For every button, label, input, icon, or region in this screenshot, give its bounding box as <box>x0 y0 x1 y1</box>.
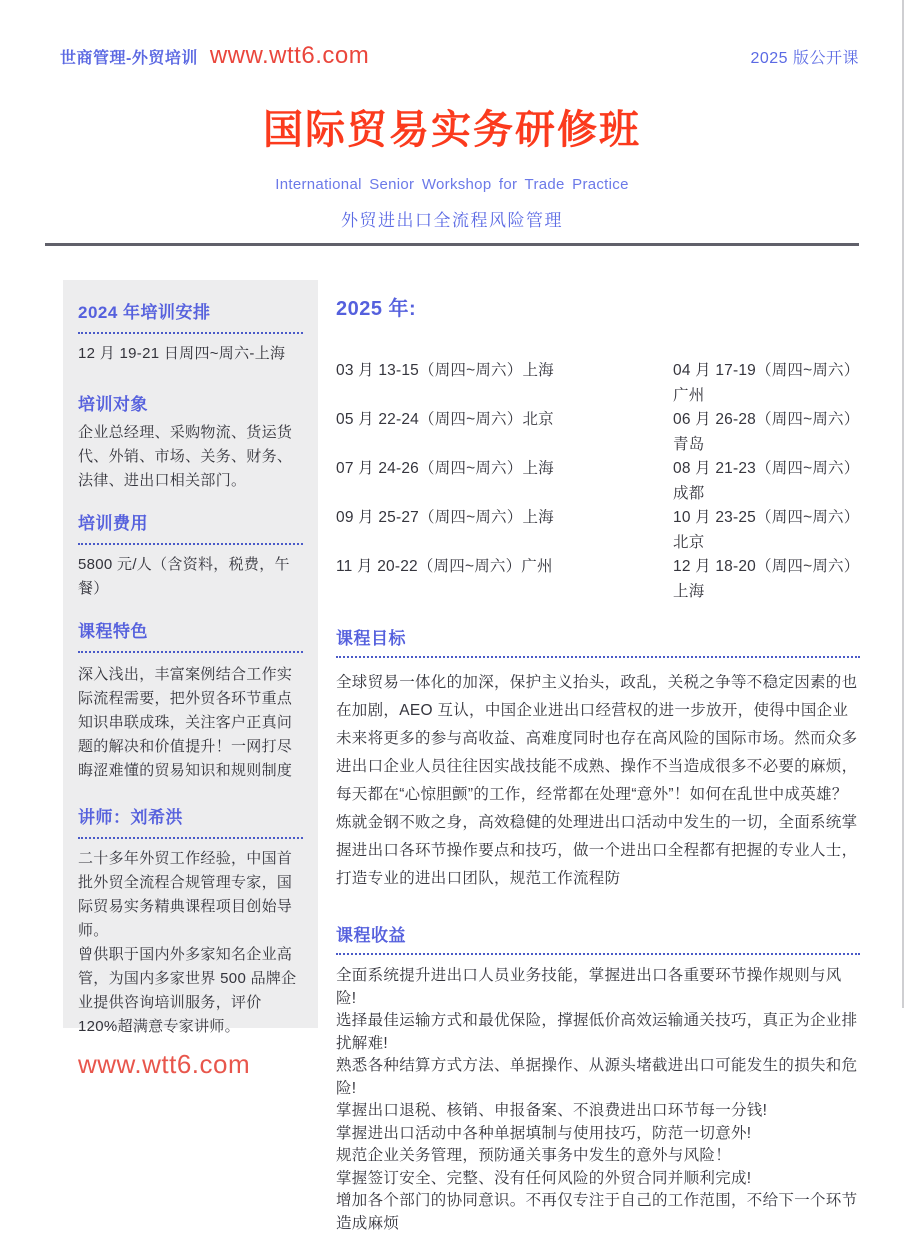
benefit-item: 熟悉各种结算方式方法、单据操作、从源头堵截进出口可能发生的损失和危险! <box>336 1057 858 1097</box>
schedule-session: 08 月 21-23（周四~周六）成都 <box>673 460 860 502</box>
subtitle-en: International Senior Workshop for Trade Practice <box>275 176 629 193</box>
brand-label: 世商管理-外贸培训 <box>60 50 198 67</box>
schedule-session: 05 月 22-24（周四~周六）北京 <box>336 411 554 428</box>
benefit-item: 掌握进出口活动中各种单据填制与使用技巧，防范一切意外! <box>336 1124 752 1142</box>
sidebar-footer-url-link[interactable]: www.wtt6.com <box>78 1049 251 1079</box>
benefits-section <box>336 921 860 1235</box>
benefit-item: 规范企业关务管理，预防通关事务中发生的意外与风险！ <box>336 1147 732 1164</box>
sidebar-2024-title: 2024 年培训安排 <box>78 303 211 322</box>
benefit-item: 选择最佳运输方式和最优保险，撑握低价高效运输通关技巧，真正为企业排扰解难! <box>336 1012 858 1052</box>
schedule-row <box>336 506 860 555</box>
fee-title: 培训费用 <box>78 514 148 533</box>
schedule-session: 03 月 13-15（周四~周六）上海 <box>336 362 554 379</box>
benefit-item: 增加各个部门的协同意识。不再仅专注于自己的工作范围，不给下一个环节造成麻烦 <box>336 1192 858 1232</box>
subtitle-cn: 外贸进出口全流程风险管理 <box>341 211 563 230</box>
audience-text: 企业总经理、采购物流、货运货代、外销、市场、关务、财务、法律、进出口相关部门。 <box>78 424 293 489</box>
schedule-row <box>336 359 860 408</box>
features-divider <box>78 651 303 653</box>
content <box>63 280 860 1232</box>
benefits-title: 课程收益 <box>336 926 406 945</box>
schedule-row <box>336 457 860 506</box>
header-rule <box>45 243 859 246</box>
benefit-item: 掌握出口退税、核销、申报备案、不浪费进出口环节每一分钱! <box>336 1102 768 1119</box>
objectives-section <box>336 624 860 893</box>
sidebar-2024-divider <box>78 332 303 334</box>
features-title: 课程特色 <box>78 622 148 641</box>
schedule-row <box>336 555 860 604</box>
audience-title: 培训对象 <box>78 395 148 414</box>
page-title: 国际贸易实务研修班 <box>263 108 641 152</box>
lecturer-divider <box>78 837 303 839</box>
benefit-list <box>336 965 860 1235</box>
schedule-session: 10 月 23-25（周四~周六）北京 <box>673 509 860 551</box>
objectives-title: 课程目标 <box>336 629 406 648</box>
lecturer-bio-2: 曾供职于国内外多家知名企业高管，为国内多家世界 500 品牌企业提供咨询培训服务，评价 120%超满意专家讲师。 <box>78 946 297 1035</box>
objectives-divider <box>336 656 860 658</box>
fee-text: 5800 元/人（含资料，税费，午餐） <box>78 556 290 597</box>
schedule-session: 11 月 20-22（周四~周六）广州 <box>336 558 553 575</box>
sidebar <box>63 280 318 1079</box>
header <box>0 0 904 246</box>
schedule-session: 07 月 24-26（周四~周六）上海 <box>336 460 554 477</box>
schedule-session: 12 月 18-20（周四~周六）上海 <box>673 558 860 600</box>
schedule-row <box>336 408 860 457</box>
benefit-item: 全面系统提升进出口人员业务技能，掌握进出口各重要环节操作规则与风险! <box>336 967 842 1007</box>
benefits-divider <box>336 953 860 955</box>
features-text: 深入浅出，丰富案例结合工作实际流程需要，把外贸各环节重点知识串联成珠，关注客户正真问题的解决和价值提升！一网打尽晦涩难懂的贸易知识和规则制度 <box>78 666 293 779</box>
brand-url-link[interactable]: www.wtt6.com <box>209 42 370 69</box>
lecturer-title: 讲师：刘希洪 <box>78 808 183 827</box>
benefit-item: 掌握签订安全、完整、没有任何风险的外贸合同并顺利完成! <box>336 1169 752 1187</box>
schedule-session: 09 月 25-27（周四~周六）上海 <box>336 509 554 526</box>
schedule-2025 <box>336 359 860 604</box>
schedule-session: 04 月 17-19（周四~周六）广州 <box>673 362 860 404</box>
objectives-text: 全球贸易一体化的加深，保护主义抬头，政乱，关税之争等不稳定因素的也在加剧，AEO 互认，中国企业进出口经营权的进一步放开，使得中国企业未来将更多的参与高收益、高难度同时也存在高风险的国际市场。然而众多进出口企业人员往往因实战技能不成熟、操作不当造成很多不必要的麻烦，每天都在“心惊胆颤”的工作，经常都在处理“意外”！如何在乱世中成英雄？炼就金钢不败之身，高效稳健的处理进出口活动中发生的一切，全面系统掌握进出口各环节操作要点和技巧，做一个进出口全程都有把握的专业人士，打造专业的进出口团队，规范工作流程防 <box>336 674 858 887</box>
year-title: 2025 年: <box>336 298 417 320</box>
main-column <box>336 280 860 1235</box>
edition-label: 2025 版公开课 <box>750 50 859 67</box>
lecturer-bio-1: 二十多年外贸工作经验，中国首批外贸全流程合规管理专家，国际贸易实务精典课程项目创始导师。 <box>78 850 293 939</box>
brand-row <box>45 42 859 70</box>
sidebar-2024-item: 12 月 19-21 日周四~周六-上海 <box>78 345 286 362</box>
schedule-session: 06 月 26-28（周四~周六）青岛 <box>673 411 860 453</box>
fee-divider <box>78 543 303 545</box>
